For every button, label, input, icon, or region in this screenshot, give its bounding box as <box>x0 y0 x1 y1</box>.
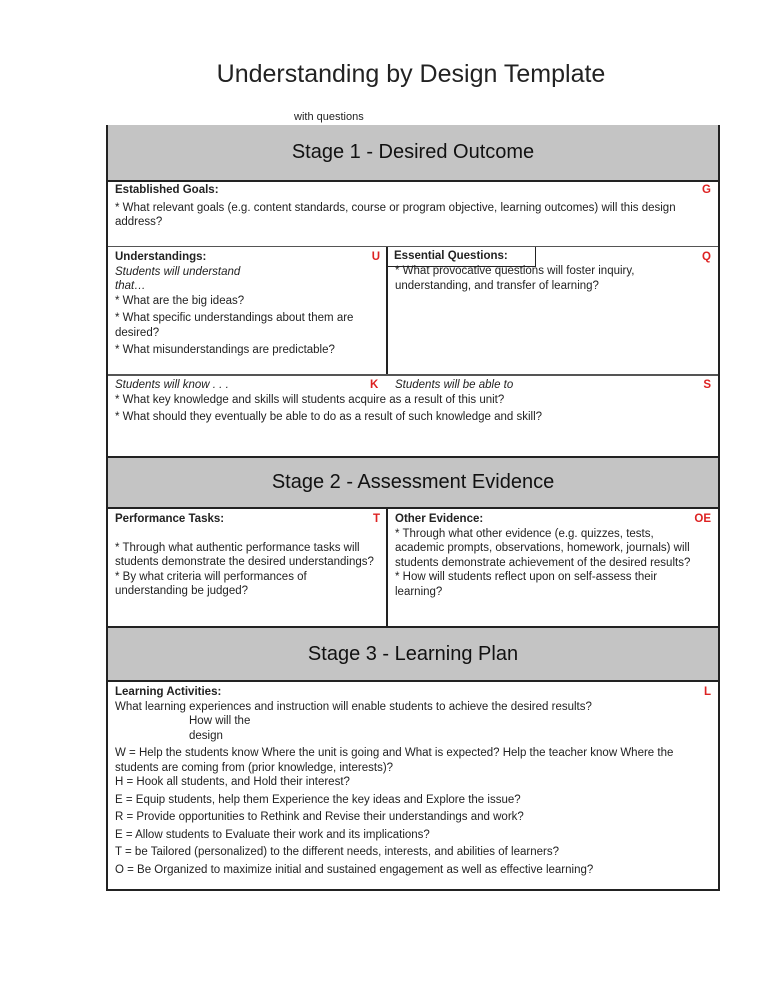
learning-activities-intro: What learning experiences and instruction will enable students to achieve the desired results? <box>115 700 592 713</box>
evaluate-item: E = Allow students to Evaluate their work and its implications? <box>115 828 430 841</box>
performance-tasks-q1: * Through what authentic performance tasks will students demonstrate the desired understandings? <box>115 541 374 568</box>
organized-item: O = Be Organized to maximize initial and sustained engagement as well as effective learning? <box>115 863 594 876</box>
goals-label: Established Goals: <box>115 184 219 196</box>
know-code: K <box>370 379 379 391</box>
understandings-intro2: that… <box>115 280 146 292</box>
essential-questions-cell[interactable] <box>388 247 718 374</box>
stage3-header: Stage 3 - Learning Plan <box>108 626 718 682</box>
understandings-q2: * What specific understandings about them are desired? <box>115 312 354 339</box>
stage1-header: Stage 1 - Desired Outcome <box>108 125 718 182</box>
understandings-code: U <box>371 251 380 263</box>
other-evidence-cell[interactable] <box>388 509 718 627</box>
know-skills-cell[interactable] <box>108 375 718 457</box>
performance-tasks-code: T <box>372 513 380 525</box>
where-item: W = Help the students know Where the unit is going and What is expected? Help the teacher know Where the students are coming from (prior knowledge, interests)? <box>115 747 674 774</box>
learning-activities-label: Learning Activities: <box>115 686 222 698</box>
template-table <box>106 125 720 891</box>
equip-item: E = Equip students, help them Experience the key ideas and Explore the issue? <box>115 793 521 806</box>
know-q2: * What should they eventually be able to do as a result of such knowledge and skill? <box>115 411 543 423</box>
rethink-item: R = Provide opportunities to Rethink and Revise their understandings and work? <box>115 811 524 823</box>
performance-tasks-label: Performance Tasks: <box>115 513 225 525</box>
learning-activities-how1: How will the <box>189 715 251 727</box>
performance-tasks-cell[interactable] <box>108 509 387 627</box>
skills-code: S <box>703 379 711 391</box>
goals-code: G <box>702 184 711 196</box>
skills-label: Students will be able to <box>395 379 514 391</box>
essential-questions-code: Q <box>702 251 711 263</box>
know-q1: * What key knowledge and skills will students acquire as a result of this unit? <box>115 393 505 406</box>
hook-item: H = Hook all students, and Hold their interest? <box>115 776 350 788</box>
performance-tasks-q2: * By what criteria will performances of understanding be judged? <box>115 570 307 597</box>
goals-text: * What relevant goals (e.g. content standards, course or program objective, learning outcomes) will this design address? <box>115 201 676 228</box>
established-goals-cell[interactable] <box>108 180 718 246</box>
know-label: Students will know . . . <box>115 379 229 391</box>
other-evidence-q1: * Through what other evidence (e.g. quizzes, tests, academic prompts, observations, homework, journals) will students demonstrate achievement of the desired results? <box>395 527 691 569</box>
understandings-cell[interactable] <box>108 247 387 374</box>
essential-questions-label: Essential Questions: <box>388 247 536 267</box>
understandings-label: Understandings: <box>115 251 207 263</box>
other-evidence-label: Other Evidence: <box>395 513 484 525</box>
essential-questions-text: * What provocative questions will foster inquiry, understanding, and transfer of learning? <box>395 265 635 292</box>
understandings-q3: * What misunderstandings are predictable? <box>115 344 335 356</box>
learning-activities-cell[interactable] <box>108 682 718 889</box>
learning-activities-how2: design <box>189 729 223 742</box>
page-title: Understanding by Design Template <box>216 60 606 88</box>
learning-activities-code: L <box>703 686 711 698</box>
subtitle: with questions <box>294 111 364 123</box>
stage2-header: Stage 2 - Assessment Evidence <box>108 456 718 509</box>
tailored-item: T = be Tailored (personalized) to the different needs, interests, and abilities of learners? <box>115 846 559 858</box>
understandings-intro: Students will understand <box>115 265 241 278</box>
other-evidence-q2: * How will students reflect upon on self-assess their learning? <box>395 571 658 598</box>
other-evidence-code: OE <box>694 513 711 525</box>
understandings-q1: * What are the big ideas? <box>115 294 245 307</box>
